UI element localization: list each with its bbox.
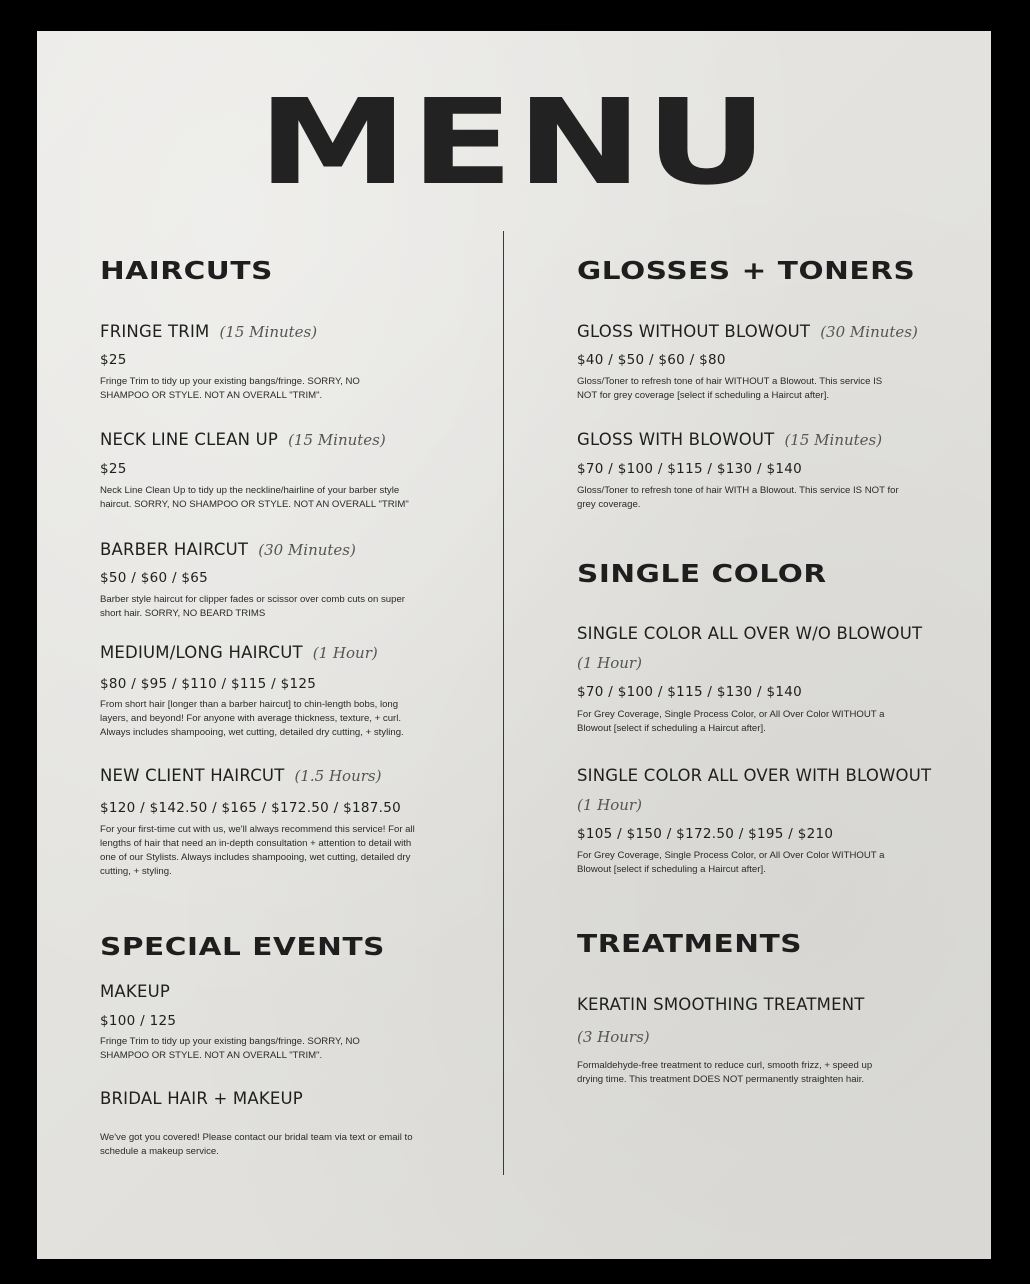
item-name-keratin-smoothing-treatment: KERATIN SMOOTHING TREATMENT (577, 995, 865, 1014)
section-heading-treatments: TREATMENTS (577, 929, 803, 958)
item-name-text: FRINGE TRIM (100, 322, 210, 341)
item-name-makeup: MAKEUP (100, 982, 170, 1001)
section-heading-special-events: SPECIAL EVENTS (100, 932, 386, 961)
item-description: Fringe Trim to tidy up your existing bangs/fringe. SORRY, NO SHAMPOO OR STYLE. NOT AN OVERALL "TRIM". (100, 1036, 360, 1061)
item-description: From short hair [longer than a barber haircut] to chin-length bobs, long layers, and beyond! For anyone with average thickness, texture, + curl. Always includes shampooing, wet cutting, detailed dry cutting, + styling. (100, 699, 404, 738)
item-name-bridal-hair-makeup: BRIDAL HAIR + MAKEUP (100, 1089, 303, 1108)
item-name-text: NECK LINE CLEAN UP (100, 430, 279, 449)
section-heading-glosses-toners: GLOSSES + TONERS (577, 256, 916, 285)
section-heading-single-color: SINGLE COLOR (577, 559, 827, 588)
item-name-single-color-with-blowout: SINGLE COLOR ALL OVER WITH BLOWOUT (577, 766, 932, 785)
item-duration: (3 Hours) (577, 1028, 650, 1046)
item-description: For Grey Coverage, Single Process Color, or All Over Color WITHOUT a Blowout [select if scheduling a Haircut after]. (577, 850, 885, 875)
item-description: For Grey Coverage, Single Process Color, or All Over Color WITHOUT a Blowout [select if scheduling a Haircut after]. (577, 709, 885, 734)
item-duration: (1 Hour) (312, 644, 378, 662)
item-price: $80 / $95 / $110 / $115 / $125 (100, 676, 317, 692)
item-duration: (15 Minutes) (288, 431, 386, 449)
item-description: We've got you covered! Please contact our bridal team via text or email to schedule a makeup service. (100, 1132, 413, 1157)
section-heading-haircuts: HAIRCUTS (100, 256, 273, 285)
item-name-fringe-trim (100, 321, 317, 343)
item-price: $70 / $100 / $115 / $130 / $140 (577, 684, 803, 700)
item-name-text: NEW CLIENT HAIRCUT (100, 766, 285, 785)
item-duration: (1 Hour) (577, 796, 642, 814)
item-description: Gloss/Toner to refresh tone of hair WITHOUT a Blowout. This service IS NOT for grey coverage [select if scheduling a Haircut after]. (577, 376, 883, 401)
item-price: $25 (100, 352, 127, 368)
item-name-gloss-with-blowout (577, 429, 882, 451)
item-price: $105 / $150 / $172.50 / $195 / $210 (577, 826, 834, 842)
item-description: Gloss/Toner to refresh tone of hair WITH a Blowout. This service IS NOT for grey coverage. (577, 485, 899, 510)
item-name-barber-haircut (100, 539, 356, 561)
item-duration: (1.5 Hours) (294, 767, 382, 785)
page-title: MENU (257, 73, 771, 211)
item-description: For your first-time cut with us, we'll always recommend this service! For all lengths of hair that need an in-depth consultation + attention to detail with one of our Stylists. Always includes shampooing, wet cutting, detailed dry cutting, + styling. (100, 824, 415, 877)
item-duration: (1 Hour) (577, 654, 642, 672)
item-name-text: BARBER HAIRCUT (100, 540, 249, 559)
item-price: $25 (100, 461, 127, 477)
item-description: Barber style haircut for clipper fades or scissor over comb cuts on super short hair. SORRY, NO BEARD TRIMS (100, 594, 405, 619)
item-price: $50 / $60 / $65 (100, 570, 209, 586)
item-name-gloss-without-blowout (577, 321, 918, 343)
item-description: Neck Line Clean Up to tidy up the neckline/hairline of your barber style haircut. SORRY, NO SHAMPOO OR STYLE. NOT AN OVERALL "TRIM" (100, 485, 409, 510)
item-name-single-color-wo-blowout: SINGLE COLOR ALL OVER W/O BLOWOUT (577, 624, 923, 643)
item-duration: (30 Minutes) (820, 323, 918, 341)
item-duration: (30 Minutes) (258, 541, 356, 559)
item-name-medium-long-haircut (100, 642, 378, 664)
item-name-text: GLOSS WITHOUT BLOWOUT (577, 322, 811, 341)
column-divider (503, 231, 504, 1175)
item-description: Formaldehyde-free treatment to reduce curl, smooth frizz, + speed up drying time. This treatment DOES NOT permanently straighten hair. (577, 1060, 873, 1085)
item-duration: (15 Minutes) (784, 431, 883, 449)
item-name-text: MEDIUM/LONG HAIRCUT (100, 643, 303, 662)
item-name-neck-line-clean-up (100, 429, 386, 451)
item-price: $100 / 125 (100, 1013, 177, 1029)
item-description: Fringe Trim to tidy up your existing bangs/fringe. SORRY, NO SHAMPOO OR STYLE. NOT AN OVERALL "TRIM". (100, 376, 360, 401)
item-duration: (15 Minutes) (219, 323, 318, 341)
item-price: $120 / $142.50 / $165 / $172.50 / $187.50 (100, 800, 402, 816)
item-price: $70 / $100 / $115 / $130 / $140 (577, 461, 803, 477)
item-name-new-client-haircut (100, 765, 381, 787)
item-price: $40 / $50 / $60 / $80 (577, 352, 726, 368)
menu-paper (37, 31, 991, 1259)
item-name-text: GLOSS WITH BLOWOUT (577, 430, 775, 449)
